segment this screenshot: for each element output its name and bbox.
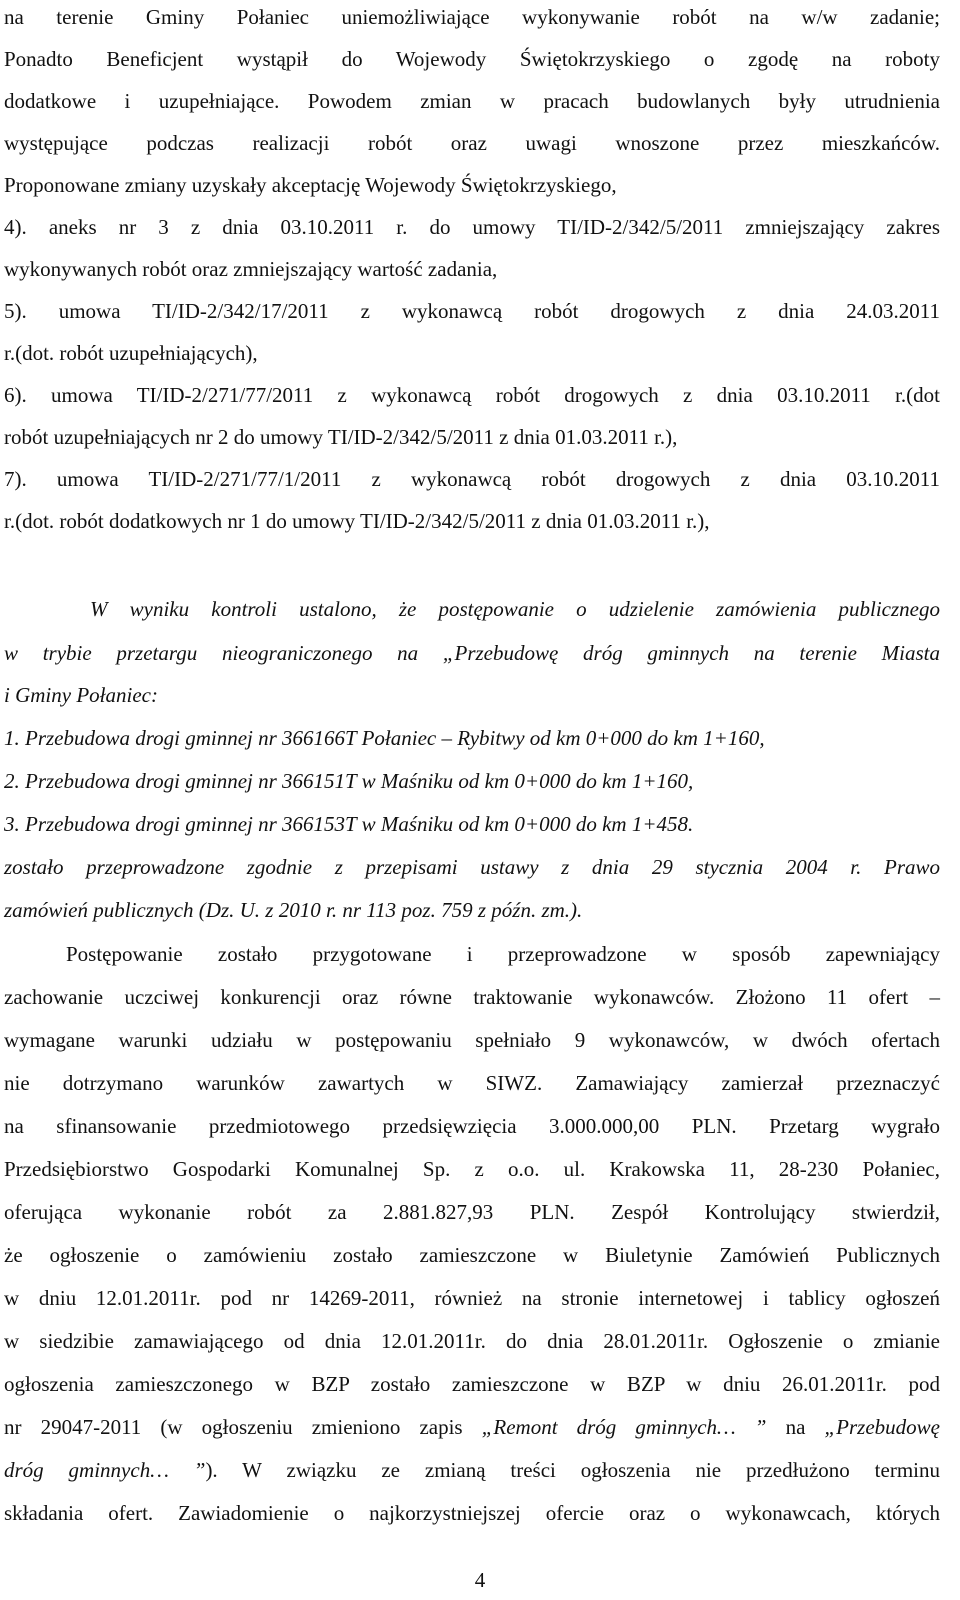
text-line: oferująca wykonanie robót za 2.881.827,93 PLN. Zespół Kontrolujący stwierdził, <box>4 1200 940 1224</box>
quoted-title: dróg gminnych… ” <box>4 1458 206 1482</box>
text-segment: nr 29047-2011 (w ogłoszeniu zmieniono zapis <box>4 1415 482 1439</box>
text-line: składania ofert. Zawiadomienie o najkorzystniejszej ofercie oraz o wykonawcach, których <box>4 1501 940 1525</box>
text-line-italic: w trybie przetargu nieograniczonego na „Przebudowę dróg gminnych na terenie Miasta <box>4 641 940 665</box>
list-item-italic: 1. Przebudowa drogi gminnej nr 366166T Połaniec – Rybitwy od km 0+000 do km 1+160, <box>4 726 765 750</box>
text-line: nie dotrzymano warunków zawartych w SIWZ. Zamawiający zamierzał przeznaczyć <box>4 1071 940 1095</box>
text-segment: ). W związku ze zmianą treści ogłoszenia nie przedłużono terminu <box>205 1458 940 1482</box>
text-line-italic: zostało przeprowadzone zgodnie z przepisami ustawy z dnia 29 stycznia 2004 r. Prawo <box>4 855 940 879</box>
text-line: w dniu 12.01.2011r. pod nr 14269-2011, również na stronie internetowej i tablicy ogłoszeń <box>4 1286 940 1310</box>
text-line: 6). umowa TI/ID-2/271/77/2011 z wykonawcą robót drogowych z dnia 03.10.2011 r.(dot <box>4 383 940 407</box>
quoted-title: „Remont dróg gminnych… ” <box>481 1415 767 1439</box>
text-line: dodatkowe i uzupełniające. Powodem zmian w pracach budowlanych były utrudnienia <box>4 89 940 113</box>
text-line: 5). umowa TI/ID-2/342/17/2011 z wykonawcą robót drogowych z dnia 24.03.2011 <box>4 299 940 323</box>
text-line: 4). aneks nr 3 z dnia 03.10.2011 r. do umowy TI/ID-2/342/5/2011 zmniejszający zakres <box>4 215 940 239</box>
quoted-title: „Przebudowę <box>824 1415 940 1439</box>
list-item-italic: 2. Przebudowa drogi gminnej nr 366151T w Maśniku od km 0+000 do km 1+160, <box>4 769 694 793</box>
text-line-mixed <box>4 1457 940 1483</box>
text-segment: na <box>766 1415 825 1439</box>
text-line: 7). umowa TI/ID-2/271/77/1/2011 z wykonawcą robót drogowych z dnia 03.10.2011 <box>4 467 940 491</box>
text-line-italic: i Gminy Połaniec: <box>4 683 158 707</box>
list-item-italic: 3. Przebudowa drogi gminnej nr 366153T w Maśniku od km 0+000 do km 1+458. <box>4 812 694 836</box>
text-line: wymagane warunki udziału w postępowaniu spełniało 9 wykonawców, w dwóch ofertach <box>4 1028 940 1052</box>
text-line: Przedsiębiorstwo Gospodarki Komunalnej Sp. z o.o. ul. Krakowska 11, 28-230 Połaniec, <box>4 1157 940 1181</box>
text-line: występujące podczas realizacji robót oraz uwagi wnoszone przez mieszkańców. <box>4 131 940 155</box>
text-line: Proponowane zmiany uzyskały akceptację Wojewody Świętokrzyskiego, <box>4 173 617 197</box>
text-line: r.(dot. robót uzupełniających), <box>4 341 258 365</box>
text-line: robót uzupełniających nr 2 do umowy TI/ID-2/342/5/2011 z dnia 01.03.2011 r.), <box>4 425 678 449</box>
text-line: zachowanie uczciwej konkurencji oraz równe traktowanie wykonawców. Złożono 11 ofert – <box>4 985 940 1009</box>
text-line: w siedzibie zamawiającego od dnia 12.01.2011r. do dnia 28.01.2011r. Ogłoszenie o zmianie <box>4 1329 940 1353</box>
text-line: wykonywanych robót oraz zmniejszający wartość zadania, <box>4 257 498 281</box>
text-line: Postępowanie zostało przygotowane i przeprowadzone w sposób zapewniający <box>66 942 940 966</box>
text-line-italic: W wyniku kontroli ustalono, że postępowanie o udzielenie zamówienia publicznego <box>90 597 940 621</box>
text-line-italic: zamówień publicznych (Dz. U. z 2010 r. nr 113 poz. 759 z późn. zm.). <box>4 898 583 922</box>
text-line: na terenie Gminy Połaniec uniemożliwiające wykonywanie robót na w/w zadanie; <box>4 5 940 29</box>
text-line: ogłoszenia zamieszczonego w BZP zostało zamieszczone w BZP w dniu 26.01.2011r. pod <box>4 1372 940 1396</box>
text-line: r.(dot. robót dodatkowych nr 1 do umowy TI/ID-2/342/5/2011 z dnia 01.03.2011 r.), <box>4 509 710 533</box>
text-line-mixed <box>4 1414 940 1440</box>
text-line: na sfinansowanie przedmiotowego przedsięwzięcia 3.000.000,00 PLN. Przetarg wygrało <box>4 1114 940 1138</box>
page-number: 4 <box>474 1568 486 1592</box>
text-line: że ogłoszenie o zamówieniu zostało zamieszczone w Biuletynie Zamówień Publicznych <box>4 1243 940 1267</box>
text-line: Ponadto Beneficjent wystąpił do Wojewody Świętokrzyskiego o zgodę na roboty <box>4 47 940 71</box>
